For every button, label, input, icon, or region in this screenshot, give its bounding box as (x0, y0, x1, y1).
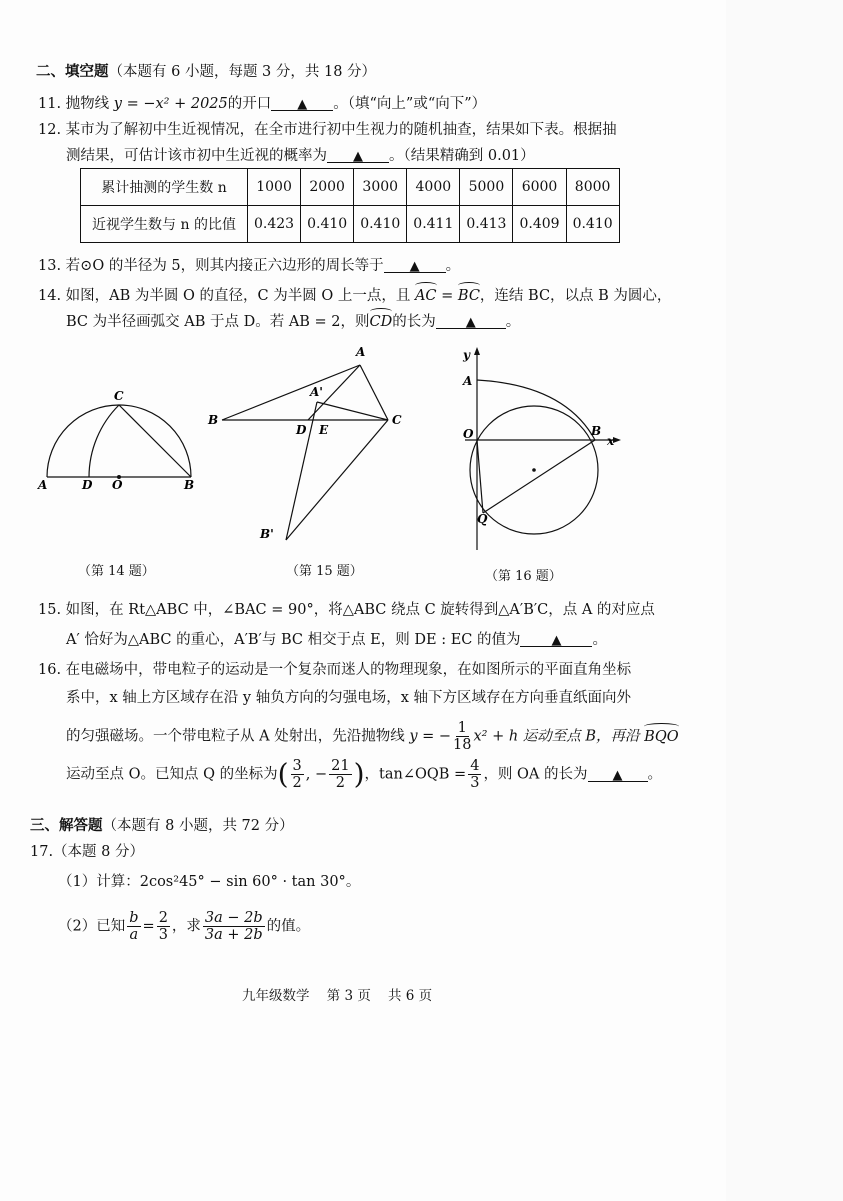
figure-14 (30, 385, 210, 495)
answer-triangle-icon: ▲ (409, 259, 420, 274)
q16-tail: 。 (647, 766, 663, 783)
q14-arc-ac: AC (414, 288, 437, 304)
fig14-label-d: D (82, 478, 93, 492)
q13-tail: 。 (445, 258, 461, 274)
q17-part1-label: （1）计算： (58, 874, 140, 890)
fig15-label-b: B (208, 413, 219, 427)
question-16-line1 (38, 660, 631, 680)
q-y-fraction (329, 758, 351, 791)
table-row-label: 近视学生数与 n 的比值 (81, 206, 248, 243)
table-cell: 0.423 (248, 206, 301, 243)
table-cell: 0.410 (301, 206, 354, 243)
fraction-denominator: 3a + 2b (204, 927, 263, 943)
table-cell: 0.410 (566, 206, 619, 243)
q15-line1: 如图，在 Rt△ABC 中，∠BAC = 90°，将△ABC 绕点 C 旋转得到△A′B′C，点 A 的对应点 (65, 602, 655, 618)
question-14-line2 (66, 312, 520, 332)
section-2-heading (36, 62, 376, 82)
arc-cd (89, 405, 119, 477)
question-16-line4: 运动至点 O。已知点 Q 的坐标为( $\frac{3}{2}$ , − $\frac{21}{2}$ )，tan∠OQB = $\frac{4}{3}$ ，则 OA 的长为 ▲ 。 (66, 757, 663, 791)
fig15-label-a-prime: A' (310, 385, 323, 399)
fig16-label-b: B (591, 424, 602, 438)
question-17-part2 (58, 910, 310, 943)
q14-arc-bc: BC (457, 288, 480, 304)
fraction-denominator: 2 (292, 775, 302, 791)
left-paren: ( (277, 757, 289, 791)
table-cell: 1000 (248, 169, 301, 206)
question-13 (38, 256, 460, 276)
fraction-numerator: 2 (158, 910, 168, 926)
q11-answer-blank[interactable] (271, 94, 333, 111)
q13-number: 13. (38, 258, 62, 274)
fig15-label-a: A (356, 345, 366, 359)
table-cell: 6000 (513, 169, 566, 206)
fig14-label-a: A (38, 478, 48, 492)
tan-fraction (468, 758, 481, 791)
question-17-heading: 17.（本题 8 分） (30, 844, 145, 860)
section-3-heading (30, 816, 294, 836)
q16-line3-a: 的匀强磁场。一个带电粒子从 A 处射出，先沿抛物线 (66, 728, 405, 745)
segment-bc (119, 405, 191, 477)
q16-line3-b: x² + h 运动至点 B，再沿 (473, 728, 640, 745)
q11-number: 11. (38, 96, 62, 112)
question-11 (38, 94, 486, 114)
q15-tail: 。 (592, 632, 607, 648)
fig14-label-c: C (114, 389, 124, 403)
q16-line4-c: ，则 OA 的长为 (483, 766, 588, 783)
fig16-label-q: Q (477, 512, 488, 526)
q13-text: 若⊙O 的半径为 5，则其内接正六边形的周长等于 (65, 258, 384, 274)
section-3-note: （本题有 8 小题，共 72 分） (102, 818, 294, 834)
q16-arc-bqo: BQO (644, 728, 679, 745)
q12-data-table (80, 168, 620, 243)
q16-fraction-1-18 (453, 720, 471, 753)
q14-line2-a: BC 为半径画弧交 AB 于点 D。若 AB = 2，则 (66, 314, 370, 330)
q14-tail: 。 (505, 314, 521, 330)
q17-eq: = (142, 918, 155, 935)
q14-number: 14. (38, 288, 62, 304)
segment-ac (360, 365, 388, 420)
q11-text-a: 抛物线 (65, 96, 110, 112)
q14-eq: = (436, 288, 458, 304)
table-cell: 4000 (407, 169, 460, 206)
q14-answer-blank[interactable] (436, 312, 506, 329)
table-cell: 8000 (566, 169, 619, 206)
q11-formula: y = −x² + 2025 (113, 96, 228, 112)
answer-triangle-icon: ▲ (551, 633, 562, 648)
question-12-line1 (38, 120, 617, 140)
question-14-line1 (38, 286, 671, 306)
fig16-label-o: O (463, 427, 474, 441)
q15-number: 15. (38, 602, 62, 618)
fig16-label-x: x (607, 434, 615, 448)
fraction-numerator: b (129, 910, 139, 926)
q17-part1-tail: 。 (345, 874, 361, 890)
parabola-arc (477, 380, 595, 440)
q14-line2-b: 的长为 (392, 314, 436, 330)
fig15-label-d: D (296, 423, 307, 437)
two-thirds-fraction (157, 910, 170, 943)
right-paren: ) (353, 757, 365, 791)
q11-tail: 。（填“向上”或“向下”） (333, 96, 487, 112)
table-cell: 0.411 (407, 206, 460, 243)
fraction-denominator: a (129, 927, 139, 943)
table-cell: 0.413 (460, 206, 513, 243)
q17-part2-label: （2）已知 (58, 918, 126, 935)
segment-ba (222, 365, 360, 420)
segment-oq (477, 440, 483, 513)
x-axis-arrow-icon (613, 437, 621, 443)
fig15-label-b-prime: B' (260, 527, 274, 541)
fraction-denominator: 3 (158, 927, 168, 943)
q16-number: 16. (38, 662, 62, 678)
fig14-label-b: B (184, 478, 195, 492)
y-axis-arrow-icon (474, 347, 480, 355)
section-2-title: 二、填空题 (36, 63, 109, 80)
question-15-line1 (38, 600, 655, 620)
answer-triangle-icon: ▲ (465, 315, 476, 330)
table-cell: 5000 (460, 169, 513, 206)
q12-line2-b: 。（结果精确到 0.01） (389, 148, 535, 164)
scan-margin (726, 0, 843, 1201)
table-row (81, 169, 620, 206)
segment-qb (483, 440, 595, 513)
fig14-caption: （第 14 题） (78, 564, 155, 579)
section-3-title: 三、解答题 (30, 817, 103, 834)
q14-arc-cd: CD (369, 314, 393, 330)
q16-answer-blank[interactable] (588, 765, 648, 782)
q-x-fraction (291, 758, 304, 791)
question-12-line2 (66, 146, 535, 166)
q14-line1-b: ，连结 BC，以点 B 为圆心， (479, 288, 672, 304)
q17-part2-c: 的值。 (266, 918, 311, 935)
q11-text-b: 的开口 (227, 96, 272, 112)
q12-line1: 某市为了解初中生近视情况，在全市进行初中生视力的随机抽查，结果如下表。根据抽 (65, 122, 617, 138)
question-15-line2 (66, 630, 607, 650)
q16-line2: 系中，x 轴上方区域存在沿 y 轴负方向的匀强电场，x 轴下方区域存在方向垂直纸面向外 (66, 690, 631, 706)
section-2-note: （本题有 6 小题，每题 3 分，共 18 分） (108, 64, 377, 80)
q12-answer-blank[interactable] (327, 146, 389, 163)
fig16-label-y: y (463, 348, 470, 362)
question-16-line2 (66, 688, 631, 708)
q12-number: 12. (38, 122, 62, 138)
fraction-denominator: 2 (335, 775, 345, 791)
table-cell: 0.410 (354, 206, 407, 243)
q14-line1-a: 如图，AB 为半圆 O 的直径，C 为半圆 O 上一点，且 (65, 288, 411, 304)
page-footer: 九年级数学 第 3 页 共 6 页 (242, 988, 433, 1004)
q17-part2-b: ，求 (171, 918, 201, 935)
answer-triangle-icon: ▲ (297, 97, 308, 112)
q16-line3-y: y = − (409, 728, 452, 745)
table-cell: 2000 (301, 169, 354, 206)
q16-line4-a: 运动至点 O。已知点 Q 的坐标为 (66, 766, 278, 783)
q15-line2-a: A′ 恰好为△ABC 的重心，A′B′与 BC 相交于点 E，则 DE : EC 的值为 (66, 632, 521, 648)
segment-b-prime-c (286, 420, 388, 540)
fraction-numerator: 4 (470, 758, 480, 774)
figure-15 (200, 340, 420, 550)
expression-fraction (203, 910, 265, 943)
q16-line4-b: ，tan∠OQB = (364, 766, 467, 783)
question-16-line3 (66, 720, 679, 753)
table-cell: 3000 (354, 169, 407, 206)
fraction-denominator: 18 (453, 737, 472, 753)
fig16-caption: （第 16 题） (485, 569, 562, 584)
figure-16 (455, 345, 630, 555)
fig15-label-e: E (319, 423, 329, 437)
fraction-numerator: 1 (457, 720, 467, 736)
q13-answer-blank[interactable] (384, 256, 446, 273)
answer-triangle-icon: ▲ (612, 767, 623, 783)
b-over-a-fraction (127, 910, 140, 943)
table-row (81, 206, 620, 243)
table-cell: 0.409 (513, 206, 566, 243)
q12-line2-a: 测结果，可估计该市初中生近视的概率为 (66, 148, 327, 164)
q17-part1-formula: 2cos²45° − sin 60° · tan 30° (139, 874, 346, 890)
segment-a-prime-c (317, 402, 388, 420)
answer-triangle-icon: ▲ (353, 149, 363, 164)
fig14-label-o: O (112, 478, 123, 492)
fraction-numerator: 3a − 2b (204, 910, 263, 926)
fig16-label-a: A (463, 374, 473, 388)
table-row-label: 累计抽测的学生数 n (81, 169, 248, 206)
fraction-numerator: 21 (331, 758, 350, 774)
fraction-denominator: 3 (470, 775, 480, 791)
fig15-label-c: C (392, 413, 402, 427)
q15-answer-blank[interactable] (520, 630, 592, 647)
semicircle (47, 405, 191, 477)
fraction-numerator: 3 (292, 758, 302, 774)
fig15-caption: （第 15 题） (286, 564, 363, 579)
q16-line1: 在电磁场中，带电粒子的运动是一个复杂而迷人的物理现象，在如图所示的平面直角坐标 (65, 662, 632, 678)
circle-center-point (532, 468, 536, 472)
question-17-part1 (58, 872, 360, 892)
